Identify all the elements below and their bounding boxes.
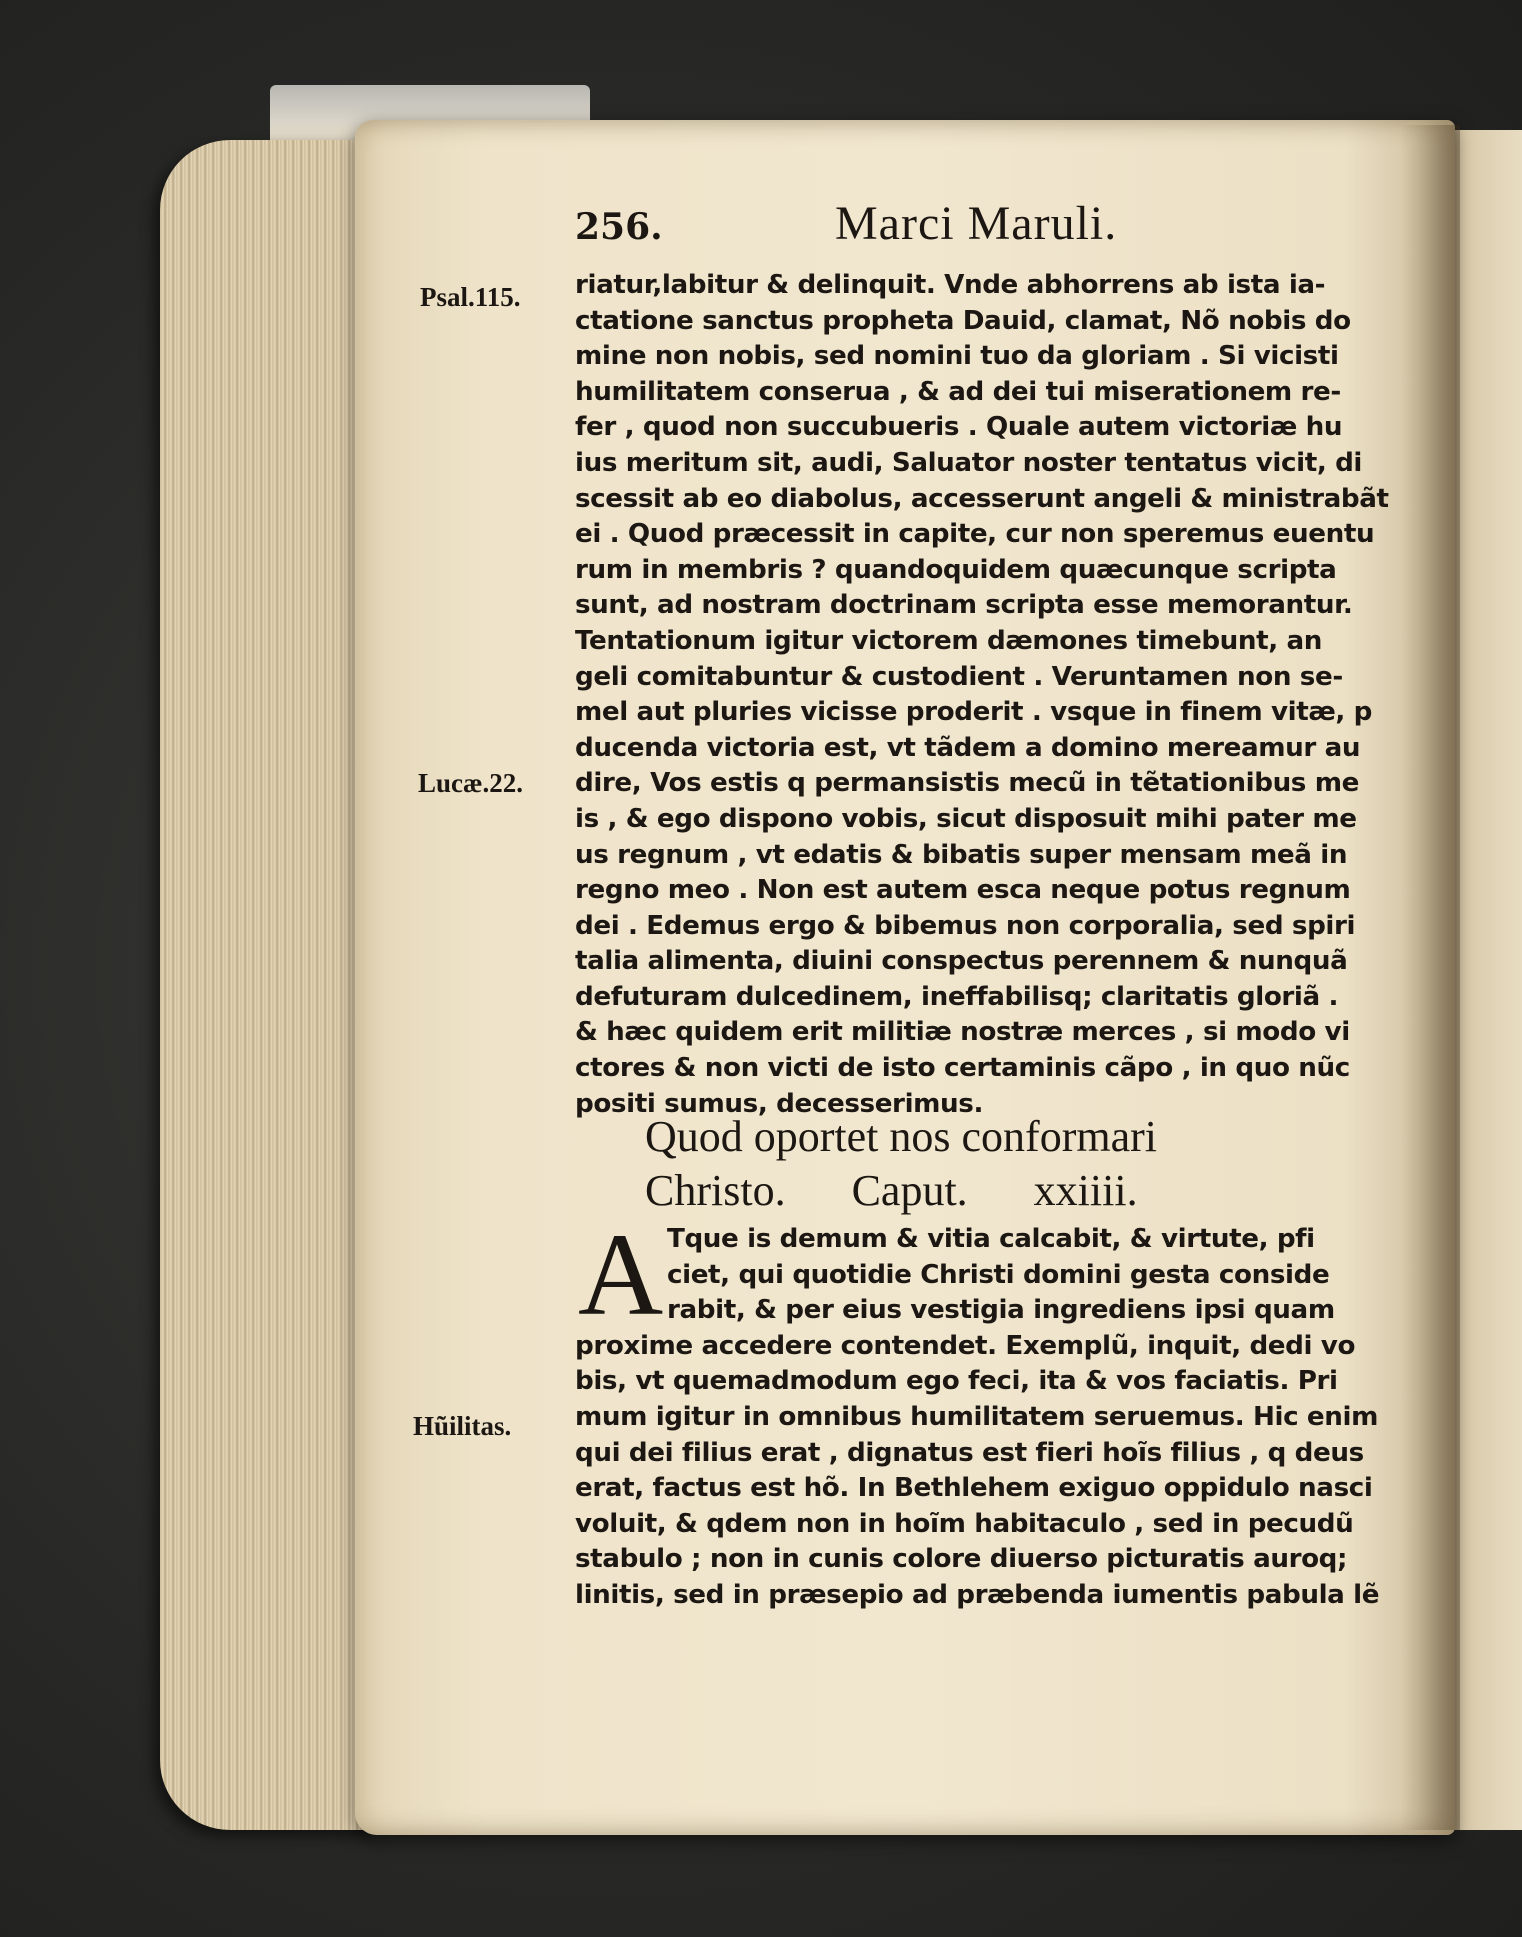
text-line: us regnum , vt edatis & bibatis super mensam meã in xyxy=(575,839,1348,870)
text-line: Tentationum igitur victorem dæmones timebunt, an xyxy=(575,625,1323,656)
chapter-heading-line-1: Quod oportet nos conformari xyxy=(645,1112,1157,1161)
text-line: geli comitabuntur & custodient . Veruntamen non se- xyxy=(575,661,1343,692)
drop-cap: A xyxy=(578,1209,664,1340)
text-line: talia alimenta, diuini conspectus perennem & nunquã xyxy=(575,946,1348,977)
text-line: & hæc quidem erit militiæ nostræ merces , si modo vi xyxy=(575,1017,1350,1048)
text-line: ctatione sanctus propheta Dauid, clamat, Nõ nobis do xyxy=(575,305,1351,336)
text-line: stabulo ; non in cunis colore diuerso picturatis auroq; xyxy=(575,1544,1348,1575)
text-line: linitis, sed in præsepio ad præbenda iumentis pabula lẽ xyxy=(575,1579,1380,1610)
text-line: rum in membris ? quandoquidem quæcunque scripta xyxy=(575,554,1337,585)
running-title: Marci Maruli. xyxy=(835,197,1118,250)
margin-note-psalm: Psal.115. xyxy=(420,282,521,312)
text-line: dire, Vos estis q permansistis mecũ in tẽtationibus me xyxy=(575,768,1359,799)
text-line: positi sumus, decesserimus. xyxy=(575,1088,984,1119)
page-number: 256. xyxy=(575,206,663,248)
text-line: Tque is demum & vitia calcabit, & virtute, pfi xyxy=(667,1224,1315,1254)
text-line: ei . Quod præcessit in capite, cur non speremus euentu xyxy=(575,519,1375,550)
text-line: is , & ego dispono vobis, sicut disposuit mihi pater me xyxy=(575,803,1357,834)
text-line: erat, factus est hõ. In Bethlehem exiguo oppidulo nasci xyxy=(575,1473,1373,1504)
page-stack-edge xyxy=(160,140,380,1830)
chapter-heading xyxy=(645,1110,1365,1218)
text-line: bis, vt quemadmodum ego feci, ita & vos faciatis. Pri xyxy=(575,1366,1338,1397)
text-line: ducenda victoria est, vt tãdem a domino mereamur au xyxy=(575,732,1361,763)
text-line: mel aut pluries vicisse proderit . vsque in finem vitæ, p xyxy=(575,697,1373,728)
text-line: proxime accedere contendet. Exemplũ, inquit, dedi vo xyxy=(575,1330,1356,1361)
text-line: qui dei filius erat , dignatus est fieri hoĩs filius , q deus xyxy=(575,1437,1364,1468)
text-line: voluit, & qdem non in hoĩm habitaculo , sed in pecudũ xyxy=(575,1508,1354,1539)
text-line: scessit ab eo diabolus, accesserunt angeli & ministrabãt xyxy=(575,483,1389,514)
text-line: mum igitur in omnibus humilitatem seruemus. Hic enim xyxy=(575,1401,1378,1432)
text-line: ius meritum sit, audi, Saluator noster tentatus vicit, di xyxy=(575,447,1363,478)
text-line: fer , quod non succubueris . Quale autem victoriæ hu xyxy=(575,412,1343,443)
body-text xyxy=(575,268,1389,1122)
text-line: defuturam dulcedinem, ineffabilisq; claritatis gloriã . xyxy=(575,981,1339,1012)
text-line: regno meo . Non est autem esca neque potus regnum xyxy=(575,875,1351,906)
text-line: humilitatem conserua , & ad dei tui miserationem re- xyxy=(575,376,1341,407)
page-header xyxy=(575,196,1355,260)
margin-note-luke: Lucæ.22. xyxy=(418,768,524,798)
text-line: rabit, & per eius vestigia ingrediens ipsi quam xyxy=(667,1295,1335,1326)
text-line: ctores & non victi de isto certaminis cãpo , in quo nũc xyxy=(575,1053,1350,1084)
text-line: sunt, ad nostram doctrinam scripta esse memorantur. xyxy=(575,590,1353,621)
chapter-heading-line-2: Christo. Caput. xxiiii. xyxy=(645,1166,1138,1215)
margin-note-humilitas: Hũilitas. xyxy=(413,1411,512,1441)
gutter-shadow xyxy=(1400,125,1460,1830)
chapter-text xyxy=(575,1209,1380,1614)
text-line: mine non nobis, sed nomini tuo da gloriam . Si vicisti xyxy=(575,341,1339,372)
text-line: dei . Edemus ergo & bibemus non corporalia, sed spiri xyxy=(575,910,1356,941)
text-line: riatur,labitur & delinquit. Vnde abhorrens ab ista ia- xyxy=(575,270,1326,300)
text-line: ciet, qui quotidie Christi domini gesta conside xyxy=(667,1259,1330,1290)
